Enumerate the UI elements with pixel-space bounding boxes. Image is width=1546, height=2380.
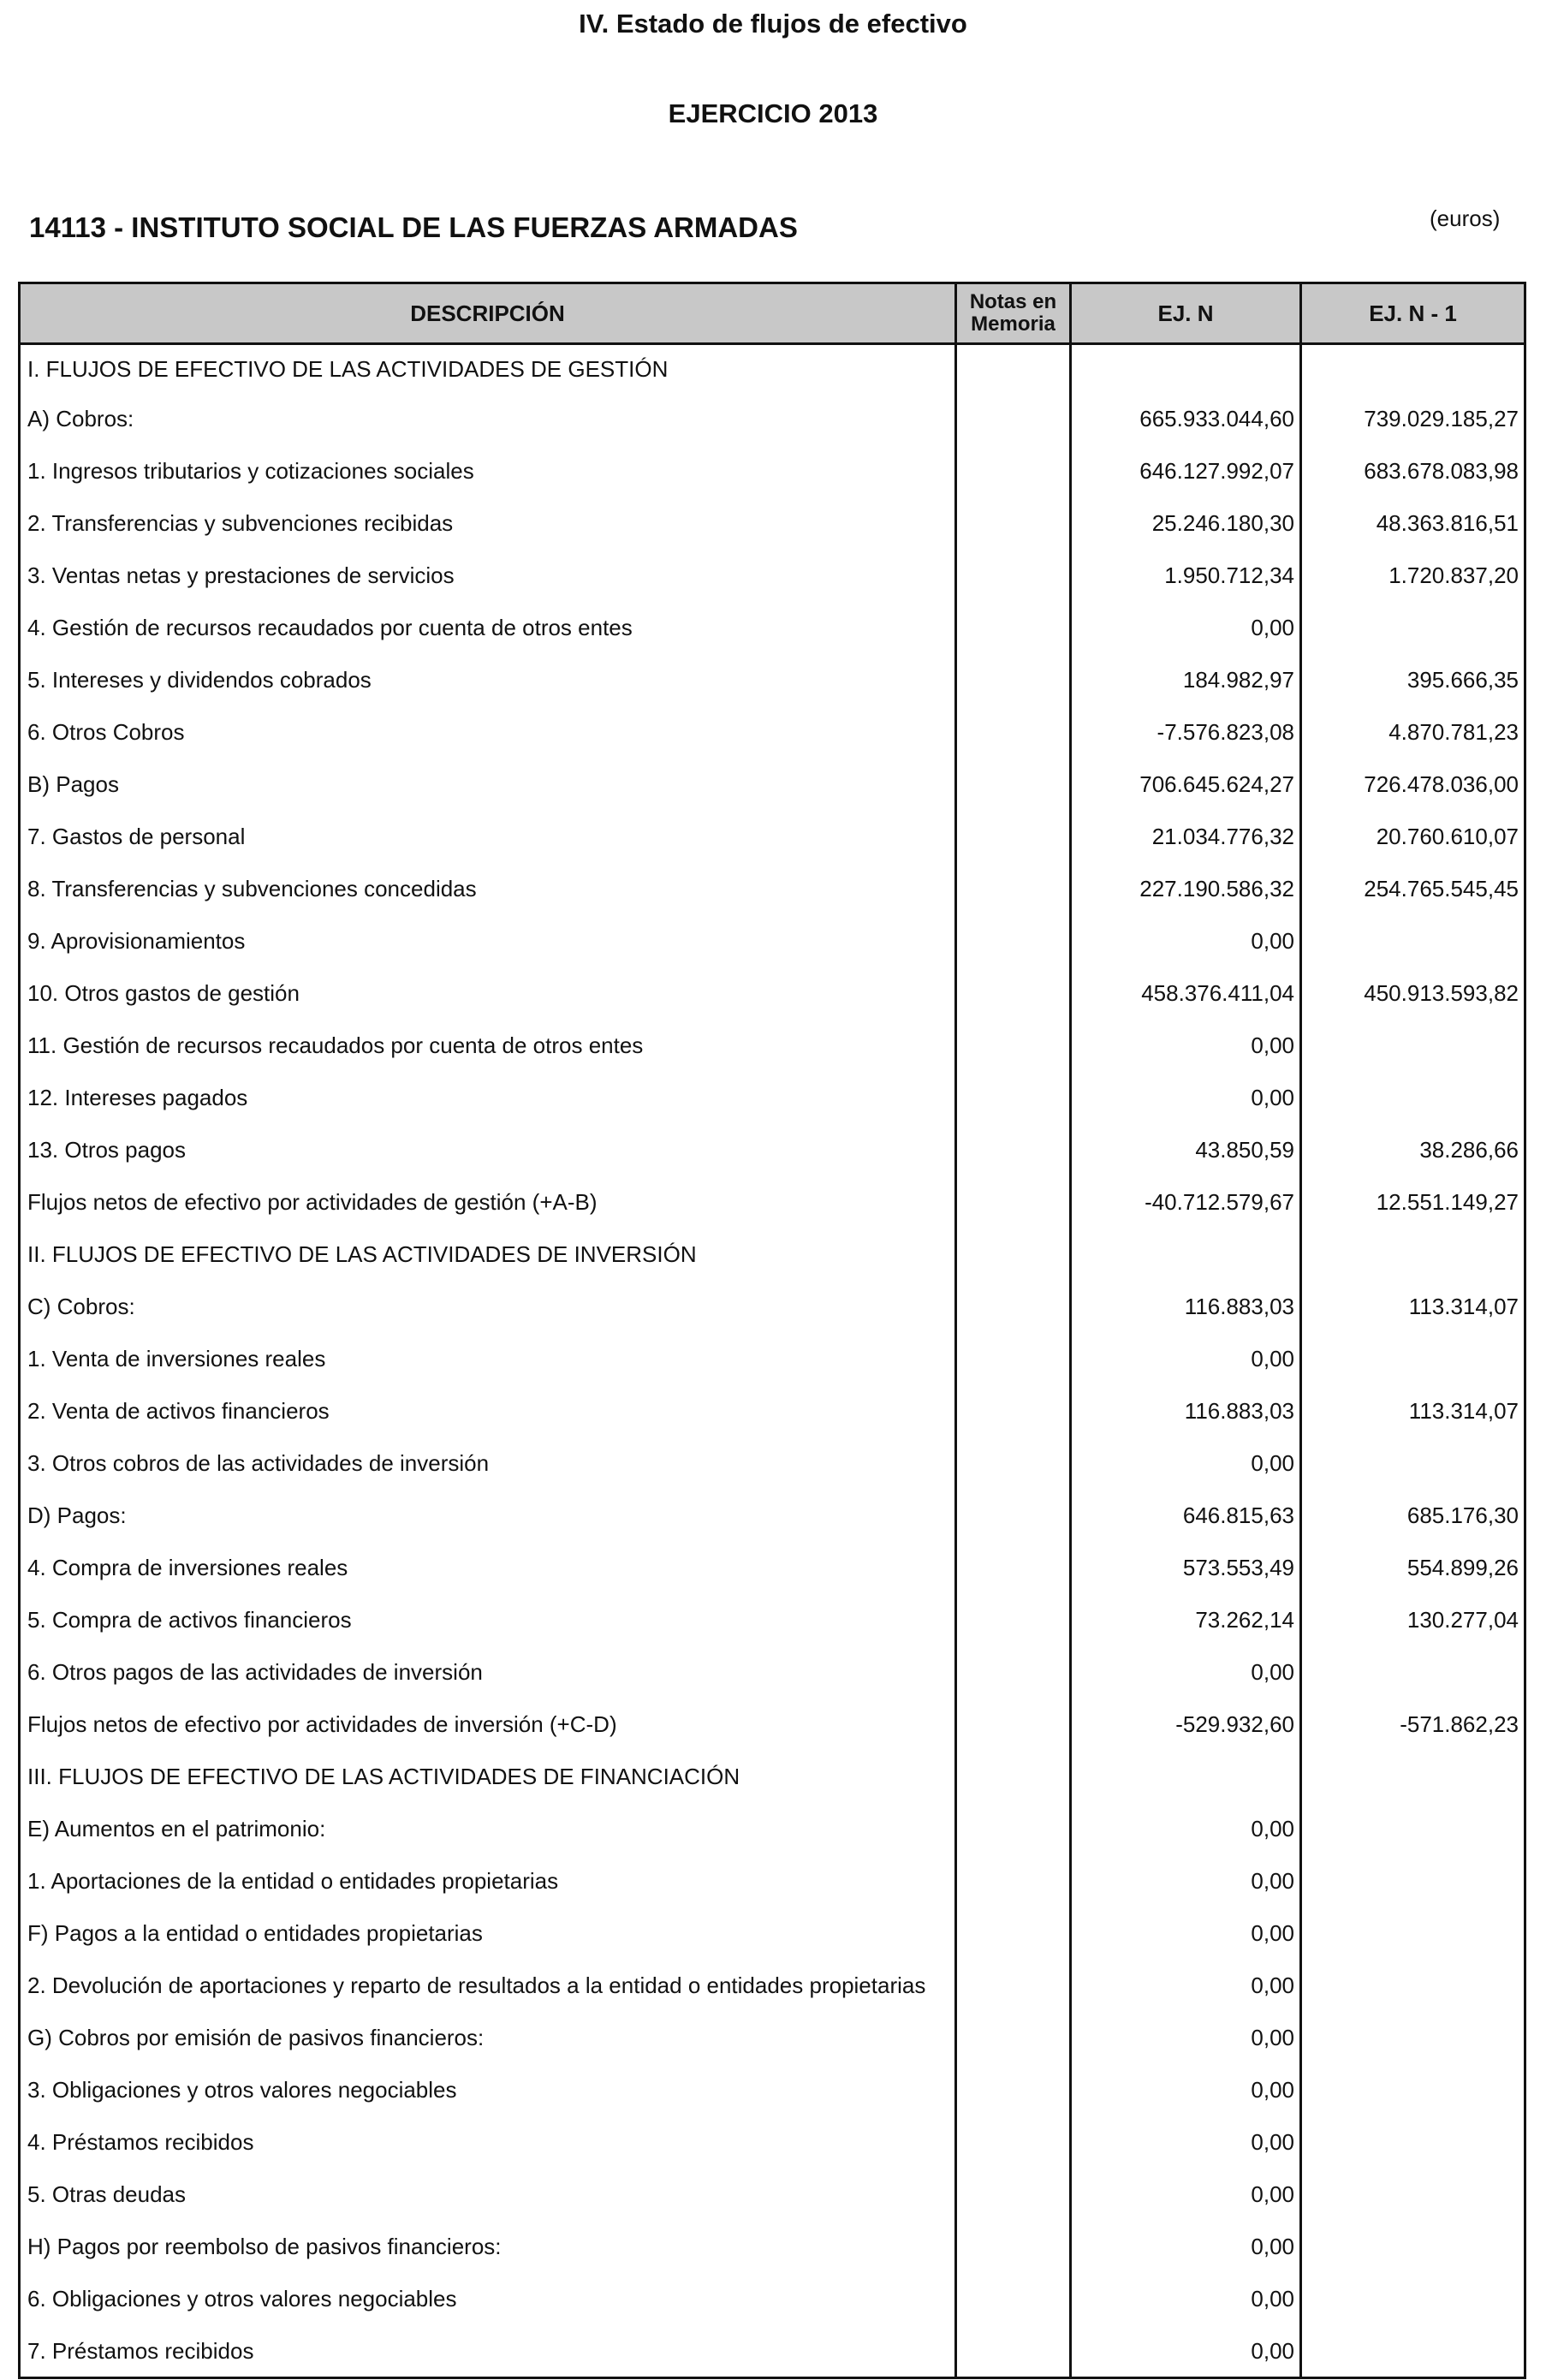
row-description: E) Aumentos en el patrimonio: (20, 1803, 956, 1855)
row-description: 6. Obligaciones y otros valores negociables (20, 2273, 956, 2325)
table-row (20, 2012, 1525, 2064)
row-notes (956, 1594, 1071, 1646)
column-header-previous-year: EJ. N - 1 (1301, 283, 1525, 344)
row-value-previous-year: 1.720.837,20 (1301, 550, 1525, 602)
row-description: 4. Préstamos recibidos (20, 2116, 956, 2169)
row-description: 3. Obligaciones y otros valores negociables (20, 2064, 956, 2116)
row-value-previous-year: 554.899,26 (1301, 1542, 1525, 1594)
row-value-previous-year (1301, 2116, 1525, 2169)
table-header (20, 283, 1525, 344)
row-notes (956, 2169, 1071, 2221)
row-value-current-year: 0,00 (1071, 1072, 1301, 1124)
row-value-current-year (1071, 1751, 1301, 1803)
row-notes (956, 1072, 1071, 1124)
row-description: 7. Gastos de personal (20, 811, 956, 863)
table-row (20, 1646, 1525, 1699)
row-value-current-year: 0,00 (1071, 2273, 1301, 2325)
row-value-previous-year (1301, 1333, 1525, 1385)
table-row (20, 1385, 1525, 1437)
row-value-current-year: 0,00 (1071, 915, 1301, 967)
row-value-current-year: 573.553,49 (1071, 1542, 1301, 1594)
row-notes (956, 1699, 1071, 1751)
row-value-current-year: 0,00 (1071, 2064, 1301, 2116)
table-row (20, 393, 1525, 445)
row-value-current-year: 0,00 (1071, 1437, 1301, 1490)
row-value-current-year: 0,00 (1071, 1646, 1301, 1699)
row-description: 2. Venta de activos financieros (20, 1385, 956, 1437)
row-value-current-year: 43.850,59 (1071, 1124, 1301, 1176)
row-description: III. FLUJOS DE EFECTIVO DE LAS ACTIVIDADES DE FINANCIACIÓN (20, 1751, 956, 1803)
row-notes (956, 1960, 1071, 2012)
row-description: 1. Aportaciones de la entidad o entidades propietarias (20, 1855, 956, 1907)
table-row (20, 1124, 1525, 1176)
row-value-previous-year (1301, 2221, 1525, 2273)
table-row (20, 1333, 1525, 1385)
table-row (20, 445, 1525, 497)
row-description: D) Pagos: (20, 1490, 956, 1542)
row-value-current-year: -529.932,60 (1071, 1699, 1301, 1751)
row-value-previous-year: -571.862,23 (1301, 1699, 1525, 1751)
row-value-current-year: 184.982,97 (1071, 654, 1301, 706)
row-value-previous-year: 685.176,30 (1301, 1490, 1525, 1542)
row-value-current-year: 0,00 (1071, 1960, 1301, 2012)
row-notes (956, 1176, 1071, 1229)
row-notes (956, 706, 1071, 759)
row-notes (956, 811, 1071, 863)
table-row (20, 967, 1525, 1020)
column-header-notes-line2: Memoria (971, 312, 1055, 336)
row-value-current-year: 116.883,03 (1071, 1281, 1301, 1333)
row-description: 1. Ingresos tributarios y cotizaciones sociales (20, 445, 956, 497)
row-value-current-year: 646.127.992,07 (1071, 445, 1301, 497)
table-row (20, 1072, 1525, 1124)
row-notes (956, 602, 1071, 654)
row-value-previous-year (1301, 1646, 1525, 1699)
row-value-current-year: 458.376.411,04 (1071, 967, 1301, 1020)
row-value-previous-year (1301, 2273, 1525, 2325)
row-description: 12. Intereses pagados (20, 1072, 956, 1124)
row-value-current-year: -40.712.579,67 (1071, 1176, 1301, 1229)
row-notes (956, 1124, 1071, 1176)
row-value-previous-year (1301, 2064, 1525, 2116)
row-value-previous-year: 4.870.781,23 (1301, 706, 1525, 759)
row-description: C) Cobros: (20, 1281, 956, 1333)
row-description: 13. Otros pagos (20, 1124, 956, 1176)
row-description: A) Cobros: (20, 393, 956, 445)
row-value-current-year: 0,00 (1071, 2221, 1301, 2273)
row-value-current-year: -7.576.823,08 (1071, 706, 1301, 759)
row-description: B) Pagos (20, 759, 956, 811)
row-value-current-year: 665.933.044,60 (1071, 393, 1301, 445)
row-description: 6. Otros pagos de las actividades de inversión (20, 1646, 956, 1699)
row-description: 9. Aprovisionamientos (20, 915, 956, 967)
row-notes (956, 344, 1071, 394)
table-row (20, 863, 1525, 915)
row-value-previous-year (1301, 2325, 1525, 2378)
row-notes (956, 393, 1071, 445)
table-row (20, 915, 1525, 967)
row-notes (956, 2325, 1071, 2378)
row-description: 5. Compra de activos financieros (20, 1594, 956, 1646)
row-value-current-year: 25.246.180,30 (1071, 497, 1301, 550)
row-notes (956, 1437, 1071, 1490)
row-value-previous-year: 113.314,07 (1301, 1385, 1525, 1437)
row-value-previous-year: 683.678.083,98 (1301, 445, 1525, 497)
row-description: II. FLUJOS DE EFECTIVO DE LAS ACTIVIDADES DE INVERSIÓN (20, 1229, 956, 1281)
row-description: 11. Gestión de recursos recaudados por cuenta de otros entes (20, 1020, 956, 1072)
row-value-current-year: 706.645.624,27 (1071, 759, 1301, 811)
row-notes (956, 1646, 1071, 1699)
row-description: I. FLUJOS DE EFECTIVO DE LAS ACTIVIDADES DE GESTIÓN (20, 344, 956, 394)
row-notes (956, 2064, 1071, 2116)
row-notes (956, 550, 1071, 602)
cash-flow-table (18, 282, 1526, 2379)
row-value-current-year: 0,00 (1071, 1020, 1301, 1072)
row-value-current-year: 0,00 (1071, 2012, 1301, 2064)
row-value-previous-year (1301, 1072, 1525, 1124)
row-notes (956, 2116, 1071, 2169)
row-value-previous-year: 395.666,35 (1301, 654, 1525, 706)
table-row (20, 1960, 1525, 2012)
row-value-previous-year: 113.314,07 (1301, 1281, 1525, 1333)
row-description: 10. Otros gastos de gestión (20, 967, 956, 1020)
row-notes (956, 1229, 1071, 1281)
row-description: 5. Otras deudas (20, 2169, 956, 2221)
row-notes (956, 1333, 1071, 1385)
row-notes (956, 1490, 1071, 1542)
row-value-current-year: 0,00 (1071, 2169, 1301, 2221)
row-value-current-year (1071, 344, 1301, 394)
row-notes (956, 497, 1071, 550)
page-title: IV. Estado de flujos de efectivo (579, 9, 967, 39)
row-notes (956, 1751, 1071, 1803)
row-value-previous-year (1301, 1855, 1525, 1907)
row-notes (956, 1803, 1071, 1855)
row-description: H) Pagos por reembolso de pasivos financieros: (20, 2221, 956, 2273)
row-value-current-year (1071, 1229, 1301, 1281)
row-value-previous-year (1301, 1960, 1525, 2012)
row-value-current-year: 0,00 (1071, 2325, 1301, 2378)
row-value-current-year: 646.815,63 (1071, 1490, 1301, 1542)
row-value-current-year: 0,00 (1071, 2116, 1301, 2169)
table-row (20, 2273, 1525, 2325)
row-notes (956, 1907, 1071, 1960)
row-notes (956, 445, 1071, 497)
row-value-current-year: 0,00 (1071, 1803, 1301, 1855)
row-value-current-year: 0,00 (1071, 1855, 1301, 1907)
row-description: 8. Transferencias y subvenciones concedidas (20, 863, 956, 915)
table-row (20, 1699, 1525, 1751)
table-row (20, 1907, 1525, 1960)
table-row (20, 654, 1525, 706)
table-row (20, 1594, 1525, 1646)
row-description: 2. Transferencias y subvenciones recibidas (20, 497, 956, 550)
table-body (20, 344, 1525, 2378)
page-subtitle: EJERCICIO 2013 (668, 98, 878, 128)
row-value-current-year: 227.190.586,32 (1071, 863, 1301, 915)
row-notes (956, 915, 1071, 967)
row-notes (956, 1542, 1071, 1594)
row-description: Flujos netos de efectivo por actividades de inversión (+C-D) (20, 1699, 956, 1751)
row-description: 3. Otros cobros de las actividades de inversión (20, 1437, 956, 1490)
table-row (20, 550, 1525, 602)
row-value-previous-year: 12.551.149,27 (1301, 1176, 1525, 1229)
table-row (20, 759, 1525, 811)
row-description: Flujos netos de efectivo por actividades de gestión (+A-B) (20, 1176, 956, 1229)
row-notes (956, 2221, 1071, 2273)
table-row (20, 2116, 1525, 2169)
row-value-previous-year: 130.277,04 (1301, 1594, 1525, 1646)
row-value-previous-year: 450.913.593,82 (1301, 967, 1525, 1020)
table-row (20, 1855, 1525, 1907)
row-description: G) Cobros por emisión de pasivos financieros: (20, 2012, 956, 2064)
row-value-previous-year (1301, 602, 1525, 654)
row-description: 5. Intereses y dividendos cobrados (20, 654, 956, 706)
row-value-previous-year (1301, 915, 1525, 967)
row-notes (956, 2012, 1071, 2064)
row-description: 3. Ventas netas y prestaciones de servicios (20, 550, 956, 602)
row-description: 6. Otros Cobros (20, 706, 956, 759)
table-row (20, 2064, 1525, 2116)
row-value-current-year: 73.262,14 (1071, 1594, 1301, 1646)
row-description: 7. Préstamos recibidos (20, 2325, 956, 2378)
row-value-previous-year (1301, 2169, 1525, 2221)
row-notes (956, 1855, 1071, 1907)
entity-name: 14113 - INSTITUTO SOCIAL DE LAS FUERZAS ARMADAS (29, 211, 798, 243)
row-value-previous-year (1301, 1907, 1525, 1960)
table-row (20, 1542, 1525, 1594)
row-notes (956, 654, 1071, 706)
row-value-previous-year (1301, 344, 1525, 394)
row-description: 2. Devolución de aportaciones y reparto de resultados a la entidad o entidades propietarias (20, 1960, 956, 2012)
column-header-current-year: EJ. N (1071, 283, 1301, 344)
row-value-previous-year: 48.363.816,51 (1301, 497, 1525, 550)
row-value-current-year: 0,00 (1071, 1907, 1301, 1960)
table-row (20, 1490, 1525, 1542)
table-row (20, 1803, 1525, 1855)
row-description: 1. Venta de inversiones reales (20, 1333, 956, 1385)
table-row (20, 811, 1525, 863)
column-header-description: DESCRIPCIÓN (20, 283, 956, 344)
table-row (20, 706, 1525, 759)
column-header-notes (956, 283, 1071, 344)
row-description: 4. Gestión de recursos recaudados por cuenta de otros entes (20, 602, 956, 654)
table-row (20, 1281, 1525, 1333)
row-notes (956, 2273, 1071, 2325)
table-row (20, 1176, 1525, 1229)
row-notes (956, 1385, 1071, 1437)
row-value-current-year: 116.883,03 (1071, 1385, 1301, 1437)
row-value-previous-year (1301, 1437, 1525, 1490)
row-value-previous-year: 254.765.545,45 (1301, 863, 1525, 915)
row-value-previous-year (1301, 1020, 1525, 1072)
table-row (20, 2221, 1525, 2273)
row-value-previous-year: 726.478.036,00 (1301, 759, 1525, 811)
table-row (20, 1020, 1525, 1072)
row-value-current-year: 0,00 (1071, 602, 1301, 654)
table-row (20, 1751, 1525, 1803)
row-notes (956, 759, 1071, 811)
row-value-previous-year (1301, 1229, 1525, 1281)
table-row (20, 2169, 1525, 2221)
row-value-current-year: 0,00 (1071, 1333, 1301, 1385)
row-notes (956, 1020, 1071, 1072)
table-row (20, 1437, 1525, 1490)
column-header-notes-line1: Notas en (969, 290, 1057, 313)
row-notes (956, 967, 1071, 1020)
table-row (20, 497, 1525, 550)
row-value-previous-year (1301, 2012, 1525, 2064)
currency-unit: (euros) (1430, 205, 1501, 231)
row-description: 4. Compra de inversiones reales (20, 1542, 956, 1594)
row-value-previous-year (1301, 1803, 1525, 1855)
table-row (20, 1229, 1525, 1281)
row-value-previous-year: 739.029.185,27 (1301, 393, 1525, 445)
row-description: F) Pagos a la entidad o entidades propietarias (20, 1907, 956, 1960)
row-notes (956, 863, 1071, 915)
row-value-previous-year: 38.286,66 (1301, 1124, 1525, 1176)
row-value-current-year: 21.034.776,32 (1071, 811, 1301, 863)
table-row (20, 2325, 1525, 2378)
table-row (20, 344, 1525, 394)
table-row (20, 602, 1525, 654)
row-value-previous-year: 20.760.610,07 (1301, 811, 1525, 863)
row-value-previous-year (1301, 1751, 1525, 1803)
row-value-current-year: 1.950.712,34 (1071, 550, 1301, 602)
row-notes (956, 1281, 1071, 1333)
